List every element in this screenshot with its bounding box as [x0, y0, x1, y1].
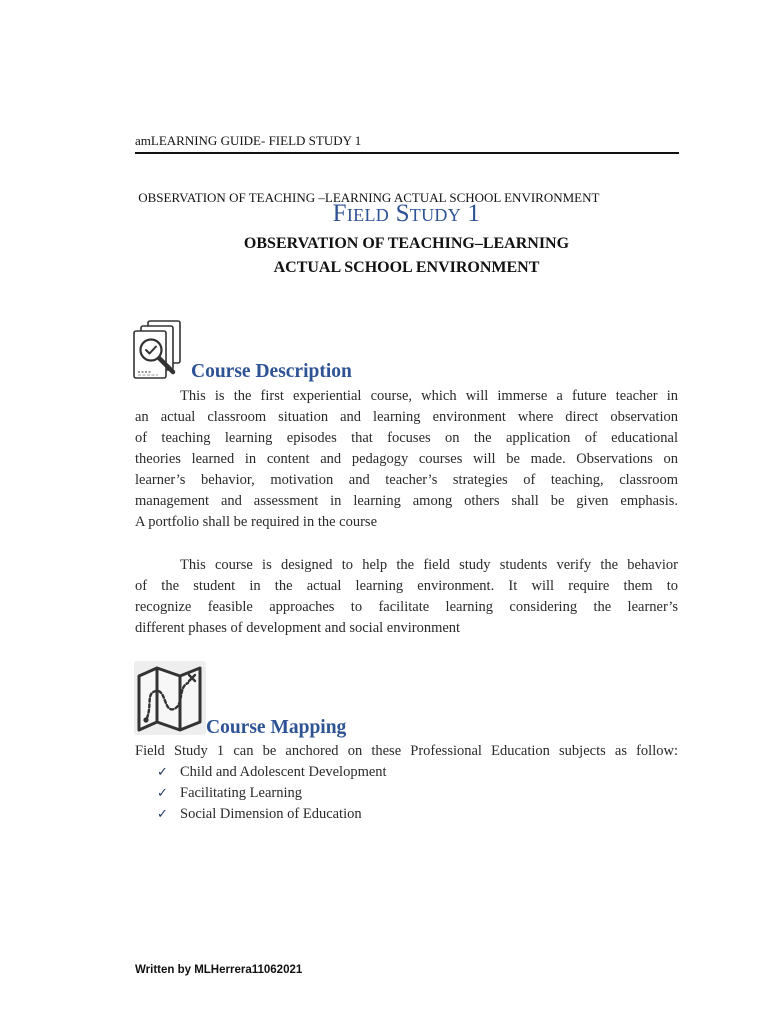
- paragraph-line: management and assessment in learning among others shall be given emphasis.: [135, 493, 678, 509]
- checkmark-icon: ✓: [157, 807, 168, 822]
- subtitle-line-1: OBSERVATION OF TEACHING–LEARNING: [243, 235, 570, 252]
- course-mapping-list: [135, 741, 678, 825]
- map-route-icon: [134, 661, 206, 735]
- paragraph-line: theories learned in content and pedagogy courses will be made. Observations on: [135, 451, 678, 467]
- checkmark-icon: ✓: [157, 786, 168, 801]
- list-item: [135, 804, 678, 825]
- paragraph-line: This course is designed to help the field study students verify the behavior: [180, 557, 678, 573]
- subtitle-line-2: ACTUAL SCHOOL ENVIRONMENT: [273, 259, 540, 276]
- list-item-text: Child and Adolescent Development: [180, 764, 387, 780]
- paragraph-line: an actual classroom situation and learning environment where direct observation: [135, 409, 678, 425]
- paragraph-line: different phases of development and social environment: [135, 620, 461, 636]
- page-title: Field Study 1: [332, 200, 481, 227]
- list-item-text: Social Dimension of Education: [180, 806, 362, 822]
- paragraph-line: learner’s behavior, motivation and teacher’s strategies of teaching, classroom: [135, 472, 678, 488]
- list-item-text: Facilitating Learning: [180, 785, 303, 801]
- paragraph-line: of teaching learning episodes that focuses on the application of educational: [135, 430, 678, 446]
- header-line-2: OBSERVATION OF TEACHING –LEARNING ACTUAL SCHOOL ENVIRONMENT: [135, 190, 600, 205]
- paragraph-line: This is the first experiential course, which will immerse a future teacher in: [180, 388, 678, 404]
- list-item: [135, 762, 678, 783]
- list-item: [135, 783, 678, 804]
- paragraph-line: A portfolio shall be required in the course: [135, 514, 378, 530]
- footer-author: Written by MLHerrera11062021: [135, 964, 303, 976]
- course-description-paragraph-2: [135, 555, 678, 639]
- checkmark-icon: ✓: [157, 765, 168, 780]
- paragraph-line: recognize feasible approaches to facilitate learning considering the learner’s: [135, 599, 678, 615]
- paragraph-line: of the student in the actual learning environment. It will require them to: [135, 578, 678, 594]
- course-mapping-heading: Course Mapping: [206, 717, 347, 738]
- course-description-paragraph-1: [135, 386, 678, 533]
- header-line-1: amLEARNING GUIDE- FIELD STUDY 1: [135, 133, 362, 148]
- page-subtitle: [135, 232, 678, 280]
- course-description-heading: Course Description: [191, 361, 352, 382]
- header-divider: [135, 152, 679, 154]
- document-analysis-icon: [132, 320, 184, 380]
- course-mapping-intro: Field Study 1 can be anchored on these Professional Education subjects as follow:: [135, 743, 678, 759]
